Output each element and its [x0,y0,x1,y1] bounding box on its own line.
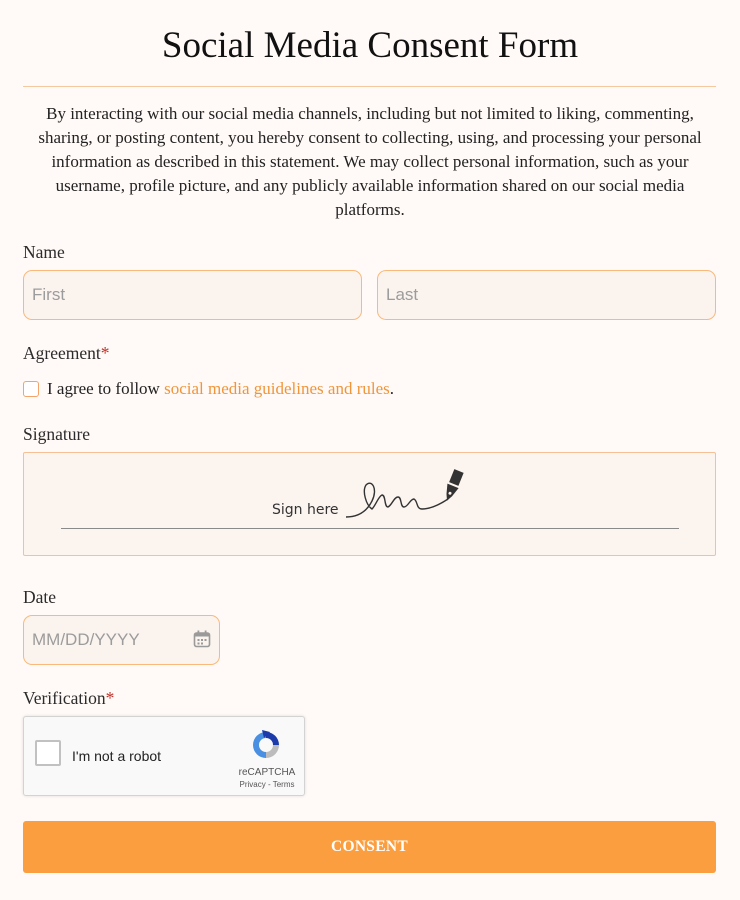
required-marker: * [105,688,115,708]
signature-pad[interactable] [23,452,716,556]
agreement-label [23,343,110,364]
verification-label-text: Verification [23,688,106,708]
agreement-text-prefix: I agree to follow [47,379,165,398]
date-placeholder: MM/DD/YYYY [32,630,140,649]
recaptcha-privacy-terms[interactable]: Privacy - Terms [239,780,295,789]
guidelines-link[interactable]: social media guidelines and rules [164,379,390,398]
verification-label [23,688,114,709]
recaptcha-brand: reCAPTCHA [238,767,296,778]
pen-signature-icon [342,465,472,525]
date-label: Date [23,587,57,607]
date-input[interactable] [23,615,220,665]
agreement-text-suffix: . [389,379,394,398]
signature-label: Signature [23,424,91,444]
recaptcha-label: I'm not a robot [72,748,162,764]
agreement-checkbox[interactable] [23,381,39,397]
name-label: Name [23,242,65,262]
calendar-icon[interactable] [193,630,211,648]
last-name-input[interactable]: Last [377,270,716,320]
required-marker: * [100,343,110,363]
agreement-label-text: Agreement [23,343,101,363]
consent-statement: By interacting with our social media channels, including but not limited to liking, commenting, sharing, or posting content, you hereby consent to collecting, using, and processing your personal information as described in this statement. We may collect personal information, such as your username, profile picture, and any publicly available information shared on our social media platforms. [38,104,702,219]
recaptcha-logo-icon [250,729,282,761]
page-title: Social Media Consent Form [161,25,579,66]
first-name-input[interactable]: First [23,270,362,320]
consent-button[interactable]: CONSENT [23,821,716,873]
signature-baseline [61,528,679,529]
sign-here-hint: Sign here [272,502,339,518]
title-divider [23,86,716,87]
recaptcha-checkbox[interactable] [35,740,61,766]
recaptcha-widget [23,716,305,796]
agreement-text [47,379,394,399]
